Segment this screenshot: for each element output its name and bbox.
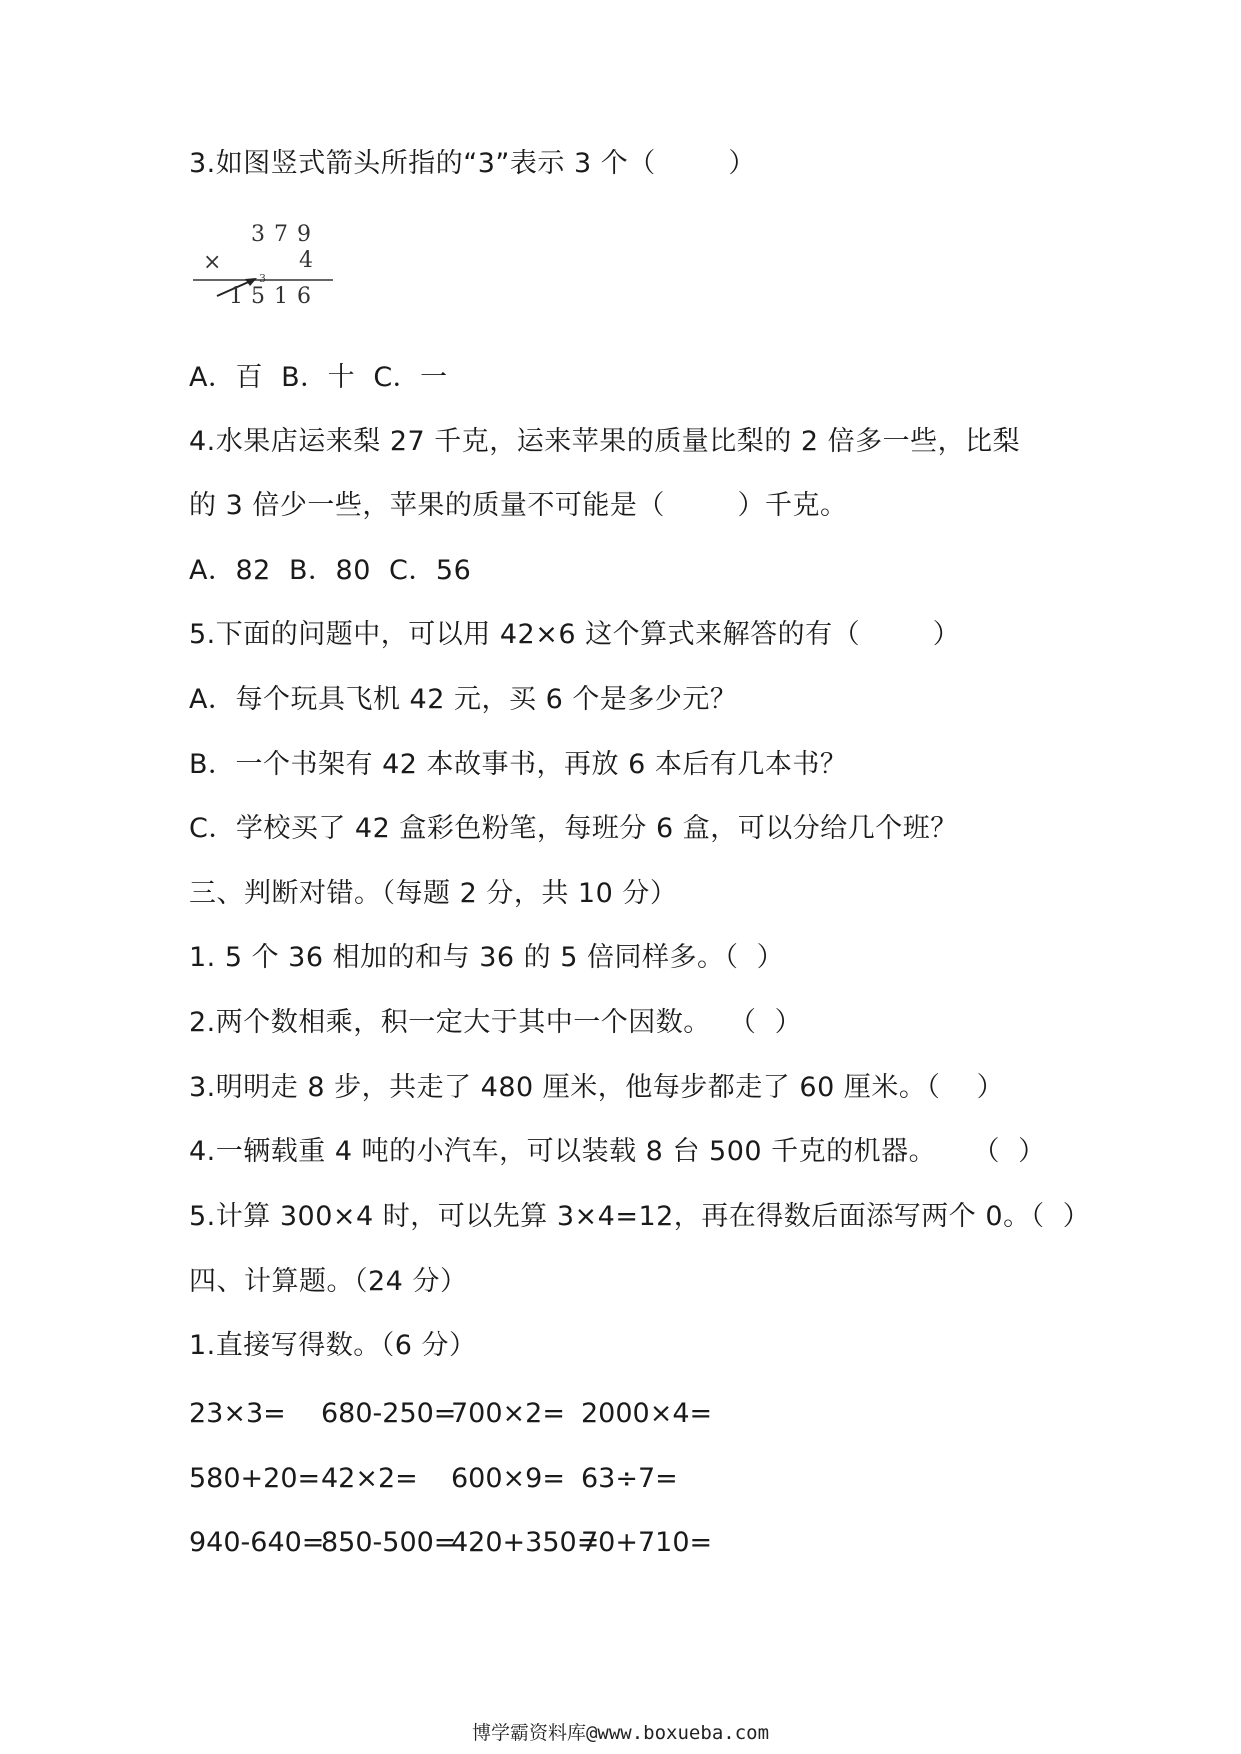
- carry-digit: 3: [259, 272, 266, 285]
- times-sign: ×: [203, 250, 222, 275]
- judge-item: 1. 5 个 36 相加的和与 36 的 5 倍同样多。（ ）: [189, 942, 785, 973]
- section-4-title: 四、计算题。（24 分）: [189, 1266, 468, 1297]
- question-4-options: A．82 B．80 C．56: [189, 555, 472, 586]
- section-3-title: 三、判断对错。（每题 2 分，共 10 分）: [189, 878, 678, 909]
- vertical-multiplication-figure: [189, 222, 349, 322]
- calc-item: 680-250=: [321, 1398, 457, 1429]
- calc-item: 23×3=: [189, 1398, 286, 1429]
- calc-item: 42×2=: [321, 1463, 418, 1494]
- question-3-stem: 3.如图竖式箭头所指的“3”表示 3 个（ ）: [189, 148, 756, 179]
- question-5-option-b: B．一个书架有 42 本故事书，再放 6 本后有几本书？: [189, 749, 848, 780]
- vertical-lines: [189, 222, 349, 322]
- product-digit: 1: [274, 284, 288, 309]
- product-digit: 6: [297, 284, 311, 309]
- judge-item: 3.明明走 8 步，共走了 480 厘米，他每步都走了 60 厘米。（ ）: [189, 1072, 1005, 1103]
- product-digit: 1: [229, 284, 243, 309]
- multiplicand-digit: 9: [297, 222, 311, 247]
- question-3-options: A．百 B．十 C．一: [189, 362, 448, 393]
- judge-item: 5.计算 300×4 时，可以先算 3×4=12，再在得数后面添写两个 0。（ ）: [189, 1201, 1091, 1232]
- section-4-sub-1: 1.直接写得数。（6 分）: [189, 1330, 477, 1361]
- calc-item: 420+350=: [451, 1527, 600, 1558]
- calc-item: 63÷7=: [581, 1463, 678, 1494]
- product-digit: 5: [251, 284, 265, 309]
- question-5-stem: 5.下面的问题中，可以用 42×6 这个算式来解答的有（ ）: [189, 619, 961, 650]
- calc-item: 580+20=: [189, 1463, 321, 1494]
- calc-item: 850-500=: [321, 1527, 457, 1558]
- multiplier-digit: 4: [299, 248, 313, 273]
- question-4-line-1: 4.水果店运来梨 27 千克，运来苹果的质量比梨的 2 倍多一些，比梨: [189, 426, 1021, 457]
- calc-item: 940-640=: [189, 1527, 325, 1558]
- calc-item: 600×9=: [451, 1463, 565, 1494]
- judge-item: 2.两个数相乘，积一定大于其中一个因数。 （ ）: [189, 1007, 803, 1038]
- multiplicand-digit: 7: [274, 222, 288, 247]
- judge-item: 4.一辆载重 4 吨的小汽车，可以装载 8 台 500 千克的机器。 （ ）: [189, 1136, 1046, 1167]
- question-5-option-a: A．每个玩具飞机 42 元，买 6 个是多少元？: [189, 684, 738, 715]
- calc-item: 70+710=: [581, 1527, 713, 1558]
- question-5-option-c: C．学校买了 42 盒彩色粉笔，每班分 6 盒，可以分给几个班？: [189, 813, 958, 844]
- multiplicand-digit: 3: [251, 222, 265, 247]
- calc-item: 2000×4=: [581, 1398, 713, 1429]
- calc-item: 700×2=: [451, 1398, 565, 1429]
- question-4-line-2: 的 3 倍少一些，苹果的质量不可能是（ ）千克。: [189, 490, 848, 521]
- footer-watermark: 博学霸资料库@www.boxueba.com: [471, 1722, 770, 1744]
